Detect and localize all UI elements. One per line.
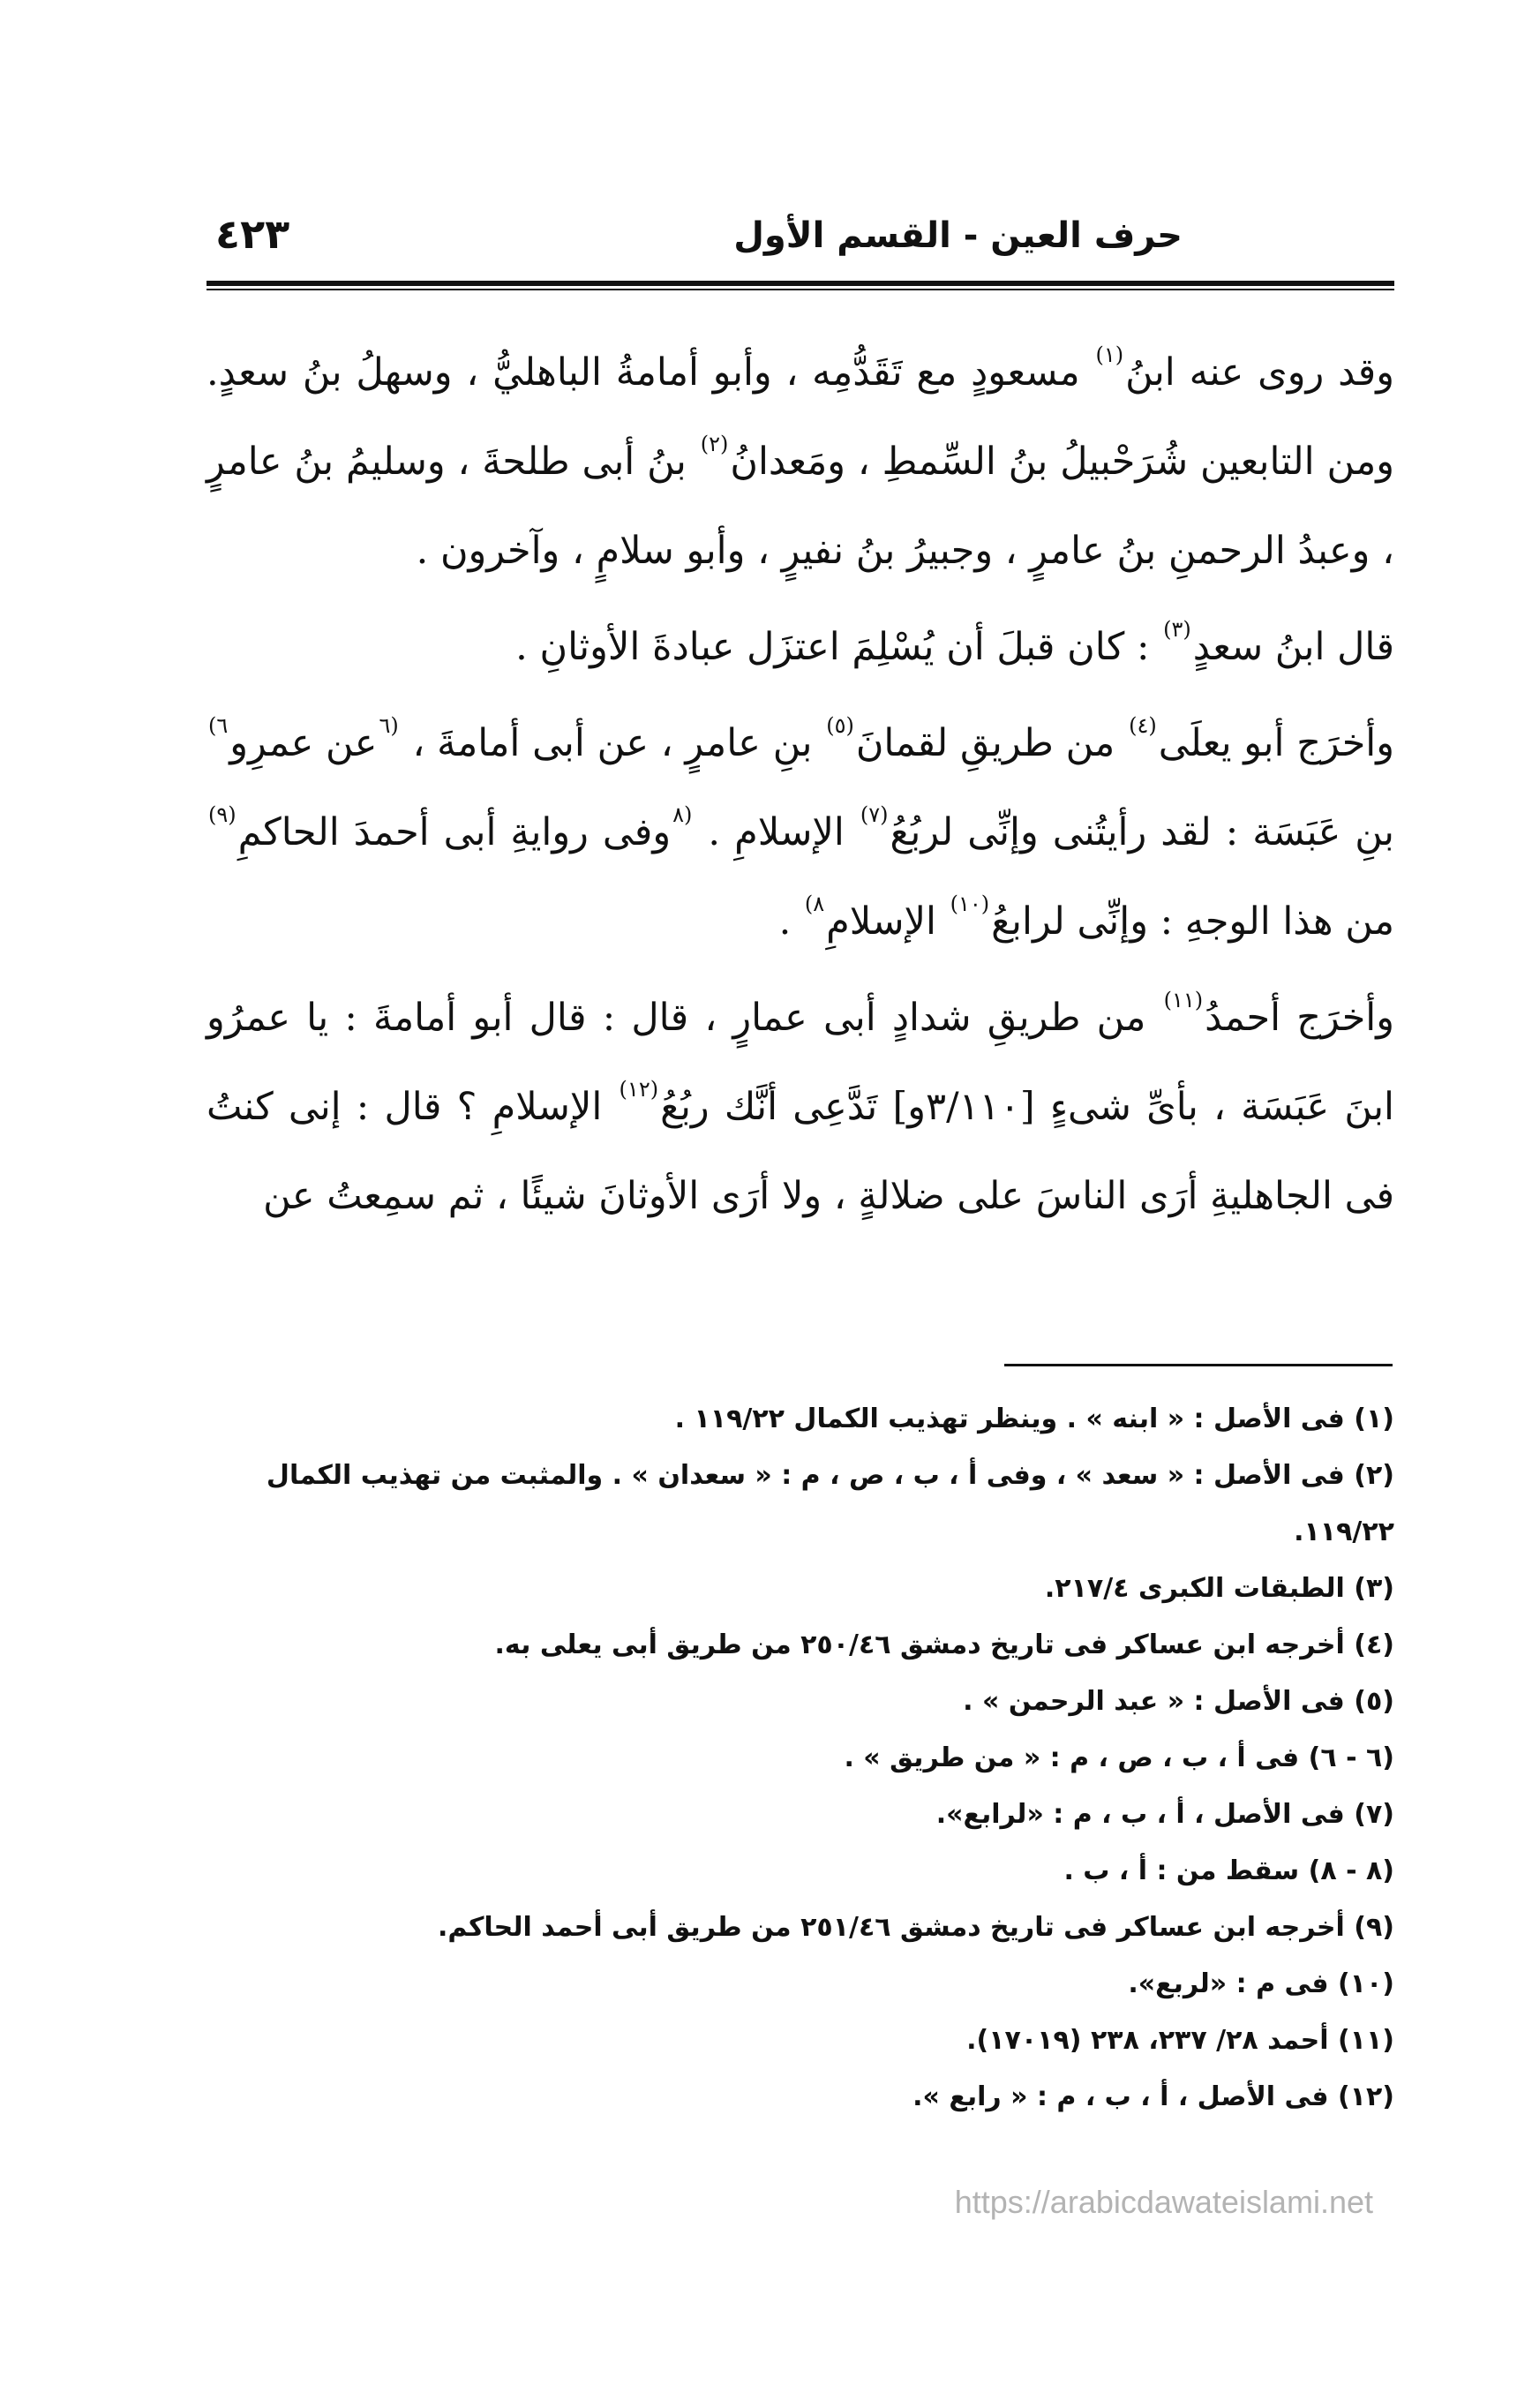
footnote-marker: ٨) [804,892,825,916]
footnote-marker: (٩) [208,802,237,827]
body-paragraph [207,603,1394,692]
source-watermark: https://arabicdawateislami.net [954,2184,1373,2220]
text-segment: الإسلامِ [826,899,949,944]
text-segment: الإسلامِ . [694,810,859,854]
text-segment: وأخرَج أبو يعلَى [1158,721,1394,765]
page-number: ٤٢٣ [215,210,290,258]
page-header [207,208,1394,279]
main-text [207,328,1394,1241]
footnote-item: (٢) فى الأصل : « سعد » ، وفى أ ، ب ، ص ، م : « سعدان » . والمثبت من تهذيب الكمال ١١٩/٢٢. [266,1460,1394,1547]
text-segment: من طريقِ شدادٍ أبى عمارٍ ، قال : قال أبو أمامةَ : يا عمرُو ابنَ عَبَسَة ، بأىِّ شىءٍ [٣/١١٠و] تَدَّعِى أنَّك ربُعُ [207,996,1394,1129]
footnote-marker: (٨ [672,802,693,827]
text-segment: قال ابنُ سعدٍ [1192,625,1394,669]
body-paragraph [207,699,1394,967]
footnote-item: (٣) الطبقات الكبرى ٢١٧/٤. [1044,1573,1394,1604]
text-segment: عن عمرِو [229,721,378,765]
footnote-marker: (١١) [1163,988,1204,1012]
footnote-marker: (٧) [860,802,889,827]
footnote-item: (١) فى الأصل : « ابنه » . وينظر تهذيب الكمال ١١٩/٢٢ . [674,1403,1394,1434]
footnote-marker: (١) [1095,342,1124,367]
text-segment: وأخرَج أحمدُ [1205,996,1394,1040]
footnote-marker: (٤) [1129,713,1157,738]
text-segment: مسعودٍ مع تَقَدُّمِه ، وأبو أمامةُ الباهليُّ ، وسهلُ بنُ سعدٍ. ومن التابعين شُرَحْبيلُ بنُ السِّمطِ ، ومَعدانُ [207,350,1394,484]
footnote-marker: (٢) [700,432,729,456]
text-segment: وقد روى عنه ابنُ [1125,350,1394,395]
text-segment: : كان قبلَ أن يُسْلِمَ اعتزَل عبادةَ الأوثانِ . [515,625,1162,669]
footnote-marker: (٥) [826,713,854,738]
footnotes [207,1391,1394,2126]
footnote-item: (٥) فى الأصل : « عبد الرحمن » . [963,1686,1394,1717]
footnote-item: (٩) أخرجه ابن عساكر فى تاريخ دمشق ٢٥١/٤٦ من طريق أبى أحمد الحاكم. [438,1912,1394,1943]
text-segment: بنِ عامرٍ ، عن أبى أمامةَ ، [400,721,825,765]
running-title: حرف العين - القسم الأول [733,215,1183,256]
footnote-item: (٧) فى الأصل ، أ ، ب ، م : «لرابع». [935,1799,1394,1830]
footnote-item: (٤) أخرجه ابن عساكر فى تاريخ دمشق ٢٥٠/٤٦ من طريق أبى يعلى به. [494,1629,1394,1660]
footnote-item: (١١) أحمد ٢٨/ ٢٣٧، ٢٣٨ (١٧٠١٩). [966,2025,1394,2056]
body-paragraph [207,974,1394,1241]
text-segment: من طريقِ لقمانَ [855,721,1128,765]
body-paragraph [207,328,1394,596]
footnote-divider [1004,1364,1393,1366]
text-segment: بنِ عَبَسَة : لقد رأيتُنى وإنِّى لربُعُ [890,810,1394,854]
footnote-marker: (٦ [379,713,399,738]
footnote-item: (١٠) فى م : «لربع». [1128,1968,1394,1999]
footnote-item: (٦ - ٦) فى أ ، ب ، ص ، م : « من طريق » . [844,1742,1394,1773]
text-segment: الإسلامِ ؟ قال : إنى كنتُ فى الجاهليةِ أرَى الناسَ على ضلالةٍ ، ولا أرَى الأوثانَ شيئًا ، ثم سمِعتُ عن [207,1085,1394,1218]
footnote-item: (١٢) فى الأصل ، أ ، ب ، م : « رابع ». [912,2081,1394,2112]
text-segment: وفى روايةِ أبى أحمدَ الحاكمِ [237,810,672,854]
header-divider [207,281,1394,290]
footnote-marker: (٣) [1163,617,1191,642]
text-segment: بنُ أبى طلحةَ ، وسليمُ بنُ عامرٍ ، وعبدُ الرحمنِ بنُ عامرٍ ، وجبيرُ بنُ نفيرٍ ، وأبو سلامٍ ، وآخرون . [207,440,1394,573]
footnote-marker: (١٢) [619,1077,659,1102]
text-segment: . [778,899,803,944]
footnote-item: (٨ - ٨) سقط من : أ ، ب . [1063,1855,1394,1886]
footnote-marker: (١٠) [950,892,990,916]
text-segment: من هذا الوجهِ : وإنِّى لرابعُ [991,899,1394,944]
footnote-marker: ٦) [208,713,229,738]
